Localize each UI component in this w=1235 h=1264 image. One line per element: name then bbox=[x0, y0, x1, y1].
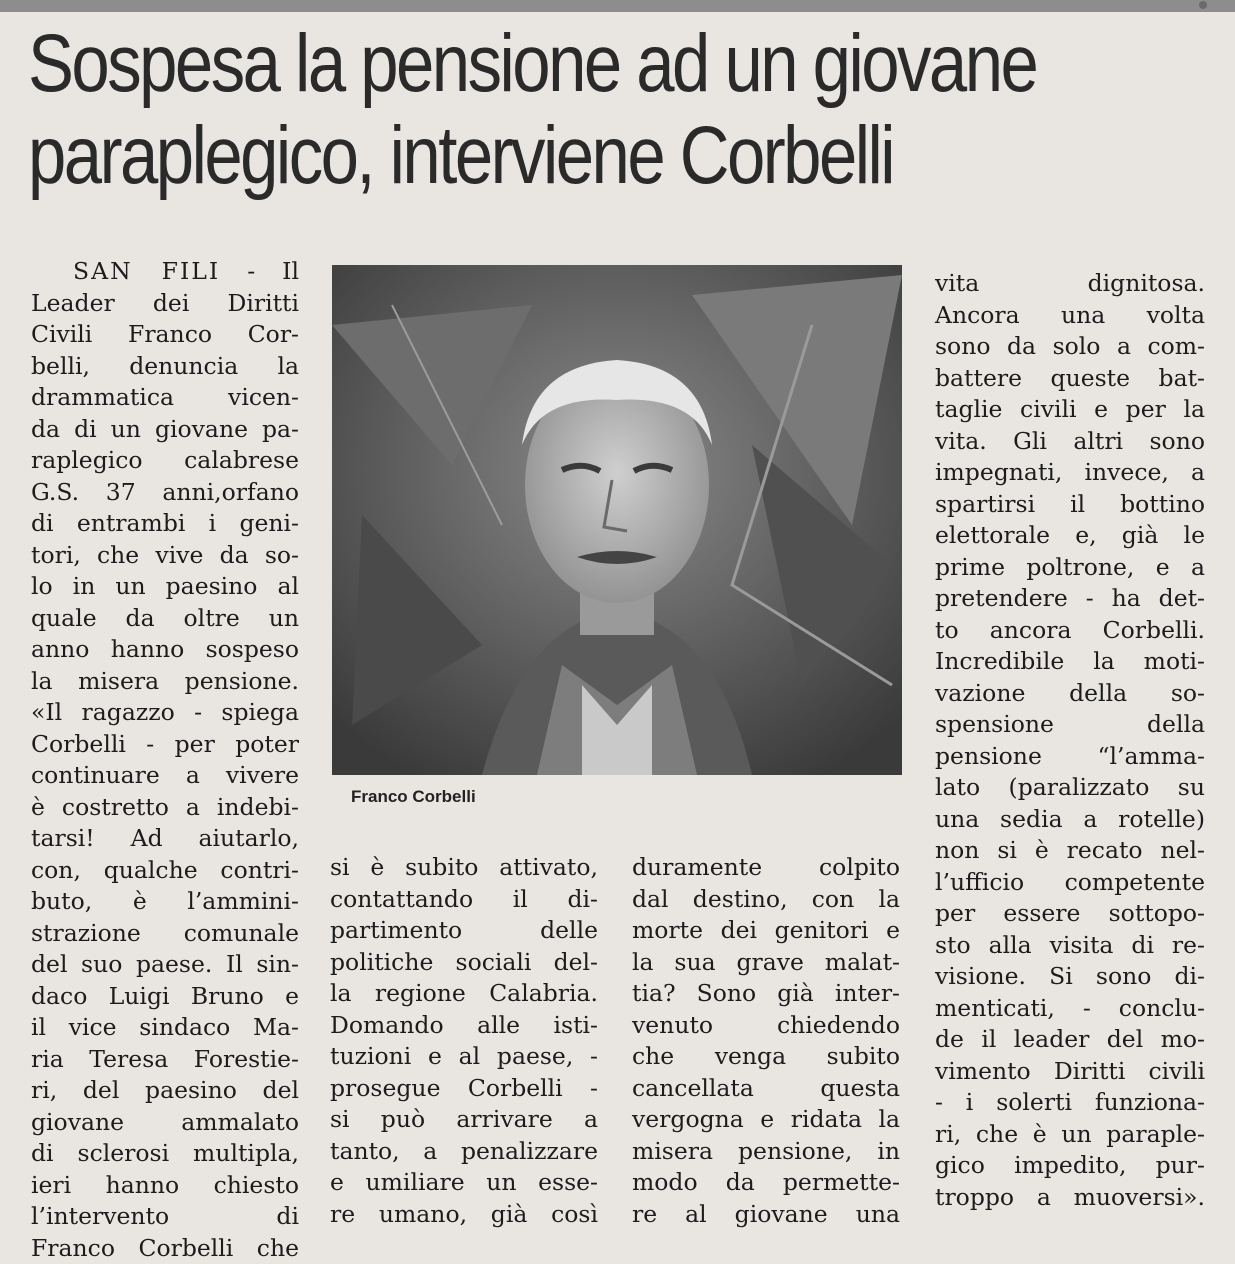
text-line: tuzioni e al paese, - bbox=[330, 1041, 598, 1073]
text-line: G.S. 37 anni,orfano bbox=[31, 477, 299, 509]
text-line: l’intervento di bbox=[31, 1201, 299, 1233]
text-line: re umano, già così bbox=[330, 1199, 598, 1231]
text-line: contattando il di- bbox=[330, 884, 598, 916]
text-line: ri, del paesino del bbox=[31, 1075, 299, 1107]
text-line: modo da permette- bbox=[632, 1167, 900, 1199]
text-line: giovane ammalato bbox=[31, 1107, 299, 1139]
text-line: cancellata questa bbox=[632, 1073, 900, 1105]
text-line: tanto, a penalizzare bbox=[330, 1136, 598, 1168]
text-line: spensione della bbox=[935, 709, 1205, 741]
text-line: lo in un paesino al bbox=[31, 571, 299, 603]
text-line: buto, è l’ammini- bbox=[31, 886, 299, 918]
text-line: ri, che è un paraple- bbox=[935, 1119, 1205, 1151]
text-line: impegnati, invece, a bbox=[935, 457, 1205, 489]
photo-caption: Franco Corbelli bbox=[351, 786, 651, 808]
dateline: SAN FILI bbox=[73, 257, 220, 285]
text-line: vita. Gli altri sono bbox=[935, 426, 1205, 458]
text-line: belli, denuncia la bbox=[31, 351, 299, 383]
text-line: tori, che vive da so- bbox=[31, 540, 299, 572]
text-line: Civili Franco Cor- bbox=[31, 319, 299, 351]
text-line: per essere sottopo- bbox=[935, 898, 1205, 930]
article-column-4 bbox=[935, 268, 1205, 1208]
text-line: «Il ragazzo - spiega bbox=[31, 697, 299, 729]
text-line: Corbelli - per poter bbox=[31, 729, 299, 761]
text-line: lato (paralizzato su bbox=[935, 772, 1205, 804]
text-line: una sedia a rotelle) bbox=[935, 804, 1205, 836]
portrait-illustration bbox=[332, 265, 902, 775]
text-line: prime poltrone, e a bbox=[935, 552, 1205, 584]
text-line: re al giovane una bbox=[632, 1199, 900, 1231]
text-line bbox=[31, 256, 299, 288]
text-line: taglie civili e per la bbox=[935, 394, 1205, 426]
text-line: e umiliare un esse- bbox=[330, 1167, 598, 1199]
text-line: Incredibile la moti- bbox=[935, 646, 1205, 678]
headline-line-1: Sospesa la pensione ad un giovane bbox=[28, 18, 1028, 110]
article-column-1 bbox=[31, 256, 299, 1206]
text-line: ria Teresa Forestie- bbox=[31, 1044, 299, 1076]
text-line: politiche sociali del- bbox=[330, 947, 598, 979]
text-line: tia? Sono già inter- bbox=[632, 978, 900, 1010]
text-line: vazione della so- bbox=[935, 678, 1205, 710]
text-line: pensione “l’amma- bbox=[935, 741, 1205, 773]
portrait-photo bbox=[332, 265, 902, 775]
text-line: non si è recato nel- bbox=[935, 835, 1205, 867]
text-line: la sua grave malat- bbox=[632, 947, 900, 979]
text-line: troppo a muoversi». bbox=[935, 1182, 1205, 1214]
text-line: che venga subito bbox=[632, 1041, 900, 1073]
text-line: raplegico calabrese bbox=[31, 445, 299, 477]
text-line-content: - Il bbox=[220, 257, 299, 285]
headline-line-2: paraplegico, interviene Corbelli bbox=[28, 110, 1028, 202]
text-line: l’ufficio competente bbox=[935, 867, 1205, 899]
text-line: sono da solo a com- bbox=[935, 331, 1205, 363]
text-line: prosegue Corbelli - bbox=[330, 1073, 598, 1105]
text-line: Domando alle isti- bbox=[330, 1010, 598, 1042]
article-column-3 bbox=[632, 852, 900, 1202]
text-line: misera pensione, in bbox=[632, 1136, 900, 1168]
text-line: del suo paese. Il sin- bbox=[31, 949, 299, 981]
text-line: di sclerosi multipla, bbox=[31, 1138, 299, 1170]
text-line: - i solerti funziona- bbox=[935, 1087, 1205, 1119]
text-line: menticati, - conclu- bbox=[935, 993, 1205, 1025]
text-line: da di un giovane pa- bbox=[31, 414, 299, 446]
text-line: con, qualche contri- bbox=[31, 855, 299, 887]
text-line: vergogna e ridata la bbox=[632, 1104, 900, 1136]
text-line: visione. Si sono di- bbox=[935, 961, 1205, 993]
text-line: gico impedito, pur- bbox=[935, 1150, 1205, 1182]
text-line: dal destino, con la bbox=[632, 884, 900, 916]
text-line: to ancora Corbelli. bbox=[935, 615, 1205, 647]
text-line: battere queste bat- bbox=[935, 363, 1205, 395]
text-line: elettorale e, già le bbox=[935, 520, 1205, 552]
text-line: di entrambi i geni- bbox=[31, 508, 299, 540]
text-line: tarsi! Ad aiutarlo, bbox=[31, 823, 299, 855]
text-line: il vice sindaco Ma- bbox=[31, 1012, 299, 1044]
text-line: continuare a vivere bbox=[31, 760, 299, 792]
text-line: morte dei genitori e bbox=[632, 915, 900, 947]
headline bbox=[28, 18, 1028, 202]
text-line: daco Luigi Bruno e bbox=[31, 981, 299, 1013]
text-line: partimento delle bbox=[330, 915, 598, 947]
text-line: si può arrivare a bbox=[330, 1104, 598, 1136]
text-line: sto alla visita di re- bbox=[935, 930, 1205, 962]
text-line: la regione Calabria. bbox=[330, 978, 598, 1010]
text-line: è costretto a indebi- bbox=[31, 792, 299, 824]
text-line: Franco Corbelli che bbox=[31, 1233, 299, 1264]
text-line: spartirsi il bottino bbox=[935, 489, 1205, 521]
text-line: duramente colpito bbox=[632, 852, 900, 884]
text-line: quale da oltre un bbox=[31, 603, 299, 635]
text-line: pretendere - ha det- bbox=[935, 583, 1205, 615]
text-line: de il leader del mo- bbox=[935, 1024, 1205, 1056]
page-corner-mark bbox=[1199, 1, 1207, 9]
text-line: ieri hanno chiesto bbox=[31, 1170, 299, 1202]
page-top-bar bbox=[0, 0, 1235, 12]
text-line: Leader dei Diritti bbox=[31, 288, 299, 320]
text-line: venuto chiedendo bbox=[632, 1010, 900, 1042]
text-line: Ancora una volta bbox=[935, 300, 1205, 332]
text-line: la misera pensione. bbox=[31, 666, 299, 698]
text-line: strazione comunale bbox=[31, 918, 299, 950]
text-line: si è subito attivato, bbox=[330, 852, 598, 884]
text-line: vita dignitosa. bbox=[935, 268, 1205, 300]
text-line: anno hanno sospeso bbox=[31, 634, 299, 666]
text-line: vimento Diritti civili bbox=[935, 1056, 1205, 1088]
article-column-2 bbox=[330, 852, 598, 1202]
text-line: drammatica vicen- bbox=[31, 382, 299, 414]
